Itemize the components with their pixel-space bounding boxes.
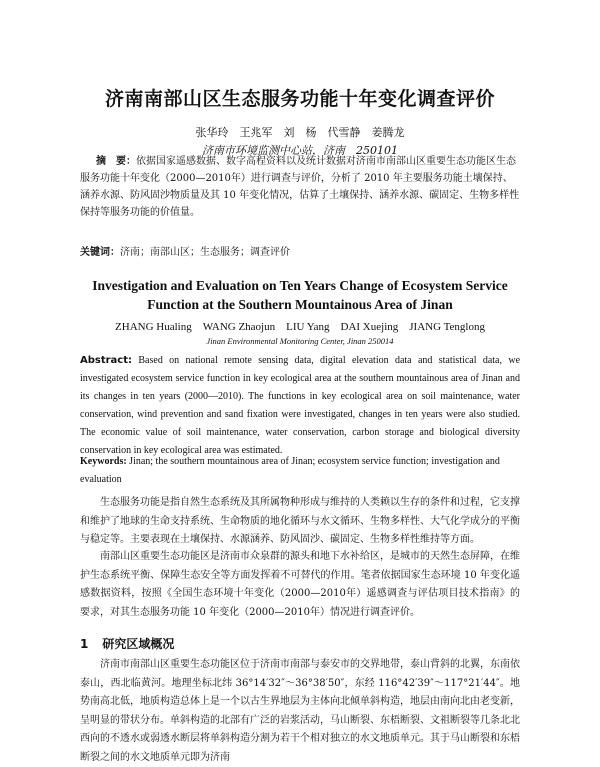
authors-en: ZHANG Hualing WANG Zhaojun LIU Yang DAI Xuejing JIANG Tenglong — [115, 321, 485, 333]
affiliation-en: Jinan Environmental Monitoring Center, Jinan 250014 — [206, 336, 394, 346]
keywords-en-label: Keywords: — [80, 456, 127, 467]
section-title: 研究区域概况 — [102, 637, 175, 651]
affiliation-cn: 济南市环境监测中心站，济南 250101 — [202, 144, 398, 157]
paper-title-en: Investigation and Evaluation on Ten Years Change of Ecosystem Service Function at the Southern Mountainous Area of Jinan — [92, 278, 508, 312]
body-paragraph-3: 济南市南部山区重要生态功能区位于济南市南部与泰安市的交界地带，泰山背斜的北翼，东南依泰山，西北临黄河。地理坐标北纬 36°14′32″～36°38′50″，东经 116°42′39″～117°21′44″。地势南高北低，地质构造总体上是一个以古生界地层为主体向北倾单斜构造，地层由南向北由老变新，呈明显的带状分布。单斜构造的北部有广泛的岩浆活动，马山断裂、东梧断裂、文祖断裂等几条北北西向的不透水或弱透水断层将单斜构造分割为若干个相对独立的水文地质单元。其于马山断裂和东梧断裂之间的水文地质单元即为济南 — [80, 659, 520, 763]
keywords-cn-text: 济南；南部山区；生态服务；调查评价 — [120, 247, 290, 258]
keywords-en-text: Jinan; the southern mountainous area of Jinan; ecosystem service function; investigation and evaluation — [80, 456, 500, 485]
section-number: 1 — [80, 637, 89, 651]
abstract-en-text: Based on national remote sensing data, digital elevation data and statistical data, we investigated ecosystem service function in key ecological area at the southern mountainous area of Jinan and its changes in ten years (2000—2010). The functions in key ecological area on soil maintenance, water conservation, wind prevention and sand fixation were investigated, changes in ten years were also studied. The economic value of soil maintenance, water conservation, carbon storage and biological diversity conservation in key ecological area was estimated. — [80, 355, 521, 456]
keywords-cn — [80, 244, 520, 261]
abstract-cn-text: 依据国家遥感数据、数字高程资料以及统计数据对济南市南部山区重要生态功能区生态服务功能十年变化（2000—2010年）进行调查与评价，分析了 2010 年主要服务功能土壤保持、涵养水源、防风固沙物质量及其 10 年变化情况，估算了土壤保持、涵养水源、碳固定、生物多样性保持等服务功能的价值量。 — [80, 156, 520, 218]
body-paragraph-1: 生态服务功能是指自然生态系统及其所属物种形成与维持的人类赖以生存的条件和过程，它支撑和维护了地球的生命支持系统、生命物质的地化循环与水文循环、生物多样性、大气化学成分的平衡与稳定等。主要表现在土壤保持、水源涵养、防风固沙、碳固定、生物多样性维持等方面。 — [80, 497, 520, 545]
abstract-cn-label: 摘 要： — [96, 156, 136, 167]
abstract-cn — [80, 153, 520, 221]
abstract-en — [80, 352, 520, 460]
paper-title-cn: 济南南部山区生态服务功能十年变化调查评价 — [104, 88, 495, 110]
keywords-en — [80, 453, 520, 489]
body-paragraph-2: 南部山区重要生态功能区是济南市众泉群的源头和地下水补给区，是城市的天然生态屏障，在维护生态系统平衡、保障生态安全等方面发挥着不可替代的作用。笔者依据国家生态环境 10 年变化遥感数据资料，按照《全国生态环境十年变化（2000—2010年）遥感调查与评估项目技术指南》的要求，对其生态服务功能 10 年变化（2000—2010年）情况进行调查评价。 — [80, 551, 520, 618]
authors-cn: 张华玲 王兆军 刘 杨 代雪静 姜腾龙 — [195, 126, 405, 139]
abstract-en-label: Abstract: — [80, 355, 133, 366]
keywords-cn-label: 关键词： — [80, 247, 120, 258]
section-heading-1 — [80, 635, 174, 652]
